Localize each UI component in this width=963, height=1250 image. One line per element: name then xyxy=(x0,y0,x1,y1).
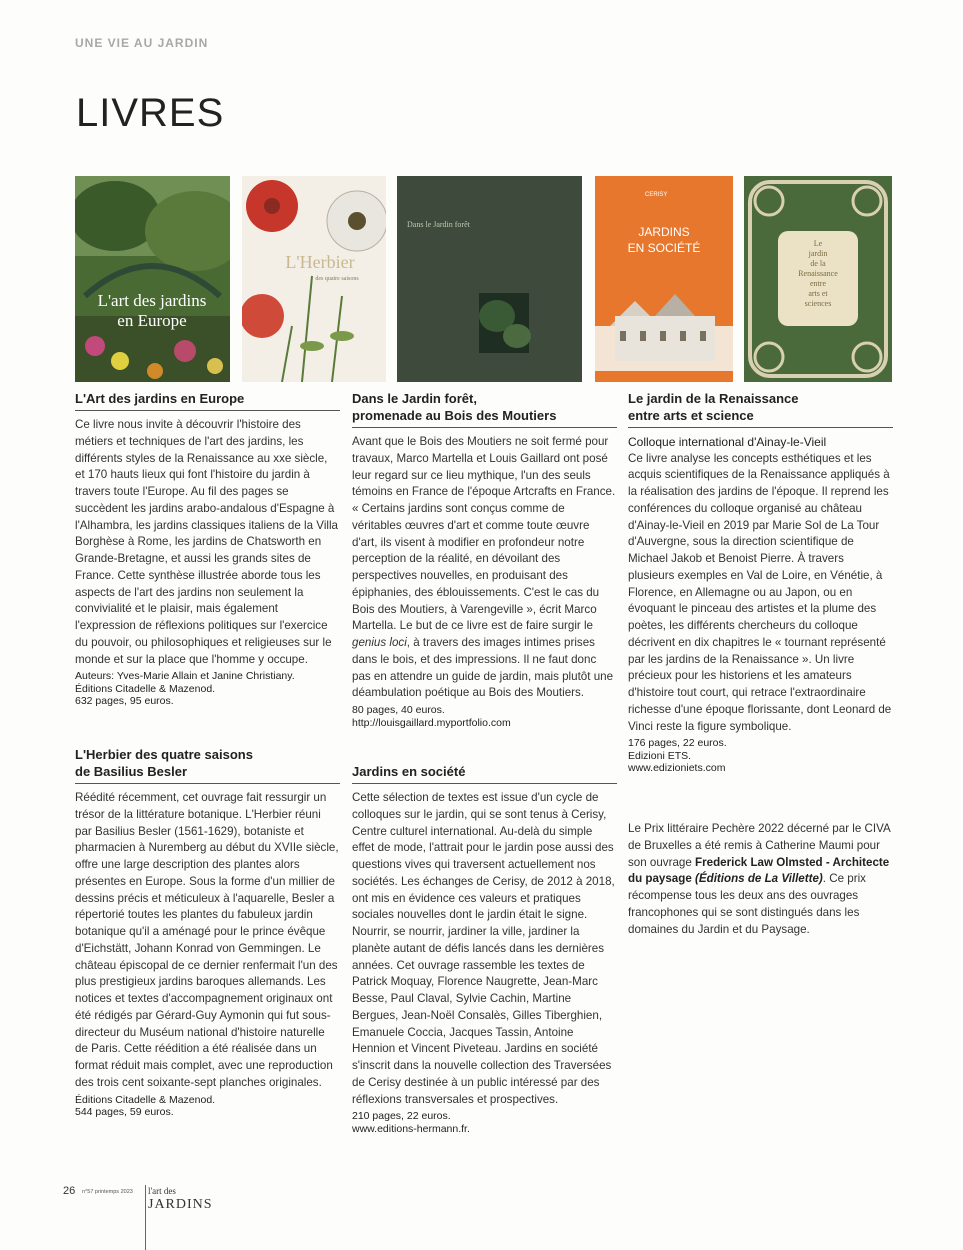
cover-jardins-en-societe xyxy=(595,176,733,382)
section-label: UNE VIE AU JARDIN xyxy=(75,36,209,50)
article-publisher: Éditions Citadelle & Mazenod. xyxy=(75,682,216,695)
article-publisher: Éditions Citadelle & Mazenod. xyxy=(75,1093,216,1106)
article-title: L'Art des jardins en Europe xyxy=(75,390,340,411)
cover-4-publisher: CERISY xyxy=(645,192,668,198)
article-price: 544 pages, 59 euros. xyxy=(75,1106,174,1118)
article-jardin-renaissance xyxy=(628,390,893,775)
article-publisher: Edizioni ETS. xyxy=(628,749,692,762)
article-price: 632 pages, 95 euros. xyxy=(75,695,174,708)
prize-announcement: Le Prix littéraire Pechère 2022 décerné par le CIVA de Bruxelles a été remis à Catherine Maumi pour son ouvrage Frederick Law Olmsted - Architecte du paysage (Éditions de La Villette). Ce prix récompense tous les deux ans des ouvrages francophones qui se sont distingués dans les domaines du Jardin et du Paysage. xyxy=(628,822,891,936)
page-title: LIVRES xyxy=(76,91,225,135)
article-body: Avant que le Bois des Moutiers ne soit fermé pour travaux, Marco Martella et Louis Gaillard ont posé leur regard sur ce lieu mythique, l'un des seuls témoins en France de l'époque Artcrafts en France. « Certains jardins sont conçus comme de véritables œuvres d'art et comme toute œuvre d'art, ils visent à modifier en profondeur notre perception de la réalité, en dévoilant des perspectives nouvelles, en produisant des épiphanies, des éblouissements. C'est le cas du Bois des Moutiers, à Varengeville », écrit Marco Martella. Le but de ce livre est de faire surgir le genius loci, à travers des images intimes prises dans le bois, et des impressions. Il ne faut donc pas en attendre un guide de jardin, mais plutôt une déambulation poétique au Bois des Moutiers. xyxy=(352,435,616,700)
page-number: 26 xyxy=(63,1185,76,1197)
article-title: Dans le Jardin forêt, promenade au Bois des Moutiers xyxy=(352,390,617,428)
cover-5-title-line6: arts et xyxy=(808,289,828,298)
cover-5-title-line4: Renaissance xyxy=(798,269,838,278)
cover-2-subtitle: des quatre saisons xyxy=(315,276,359,282)
article-price: 176 pages, 22 euros. xyxy=(628,737,727,750)
article-body: Réédité récemment, cet ouvrage fait ressurgir un trésor de la littérature botanique. L'Herbier réuni par Basilius Besler (1561-1629), botaniste et pharmacien à Nuremberg au début du XVIIe siècle, offre une large description des plantes alors présentes en Europe. Sous la forme d'un millier de dessins précis et méticuleux à l'aquarelle, Besler a répertorié toutes les plantes du fabuleux jardin botanique qu'il a aménagé pour le prince évêque d'Eichstätt, Johann Konrad von Gemmingen. Le château épiscopal de ce dernier renfermait l'un des plus prestigieux jardins baroques allemands. Les notices et textes d'accompagnement originaux ont été rédigés par Gérard-Guy Aymonin qui fut sous-directeur du Muséum national d'histoire naturelle de Paris. Cette réédition a été réalisée dans un format réduit mais complet, avec une reproduction des trois cent soixante-sept planches originales. xyxy=(75,791,339,1089)
article-body: Ce livre analyse les concepts esthétiques et les acquis scientifiques de la Renaissance appliqués à la réalisation des jardins de l'époque. Il reprend les conférences du colloque organisé au château d'Ainay-le-Vieil en 2019 par Marie Sol de La Tour d'Auvergne, sous la direction scientifique de Michael Jakob et Benoist Pierre. À travers plusieurs exemples en Val de Loire, en Vénétie, à Florence, en Allemagne ou au Japon, ou en évoquant le pinceau des artistes et la plume des poètes, les différents chercheurs du colloque décrivent en dix chapitres le « tournant représenté par les jardins de la Renaissance ». Un livre précieux pour les historiens et les amateurs d'histoire tout court, qui retrace l'extraordinaire richesse d'une époque florissante, dont Leonard de Vinci reste la figure symbolique. xyxy=(628,451,892,733)
issue-label: n°57 printemps 2023 xyxy=(82,1189,133,1195)
cover-jardin-renaissance xyxy=(744,176,892,382)
cover-4-title-line1: JARDINS xyxy=(638,225,690,239)
cover-herbier xyxy=(242,176,386,382)
cover-jardin-foret xyxy=(397,176,582,382)
cover-art-des-jardins xyxy=(75,176,230,382)
cover-2-title: L'Herbier xyxy=(285,252,355,272)
article-title: Le jardin de la Renaissance entre arts et science xyxy=(628,390,893,428)
cover-1-title-line2: en Europe xyxy=(117,311,187,330)
cover-4-title-line2: EN SOCIÉTÉ xyxy=(627,241,701,255)
article-subtitle: Colloque international d'Ainay-le-Vieil xyxy=(628,435,827,449)
article-art-des-jardins xyxy=(75,390,340,708)
cover-5-title-line2: jardin xyxy=(808,249,828,258)
cover-5-title-line7: sciences xyxy=(804,299,832,308)
article-herbier xyxy=(75,746,340,1119)
cover-1-title-line1: L'art des jardins xyxy=(97,291,207,310)
article-url[interactable]: www.edizioniets.com xyxy=(628,762,726,775)
article-jardin-foret xyxy=(352,390,617,729)
cover-3-title: Dans le Jardin forêt xyxy=(407,220,470,229)
article-url[interactable]: http://louisgaillard.myportfolio.com xyxy=(352,716,511,729)
article-title: L'Herbier des quatre saisons de Basilius Besler xyxy=(75,746,340,784)
cover-5-title-line1: Le xyxy=(813,239,823,248)
article-price: 80 pages, 40 euros. xyxy=(352,704,445,716)
article-body: Ce livre nous invite à découvrir l'histoire des métiers et techniques de l'art des jardins, les différents styles de la Renaissance au xxe siècle, et 170 hauts lieux qui font l'histoire du jardin à travers toute l'Europe. Au fil des pages se succèdent les jardins arabo-andalous d'Espagne à l'Alhambra, les jardins classiques italiens de la Villa Borghèse à Rome, les jardins de Chatsworth en Grande-Bretagne, et aussi les grands sites de France. Cette synthèse illustrée aborde tous les aspects de l'art des jardins non seulement la convivialité et le plaisir, mais également l'expression de réflexions politiques sur l'exercice du pouvoir, ou philosophiques et religieuses sur le monde et sur la place que l'homme y occupe. xyxy=(75,418,338,666)
article-price: 210 pages, 22 euros. xyxy=(352,1110,451,1123)
brand-line1: l'art des xyxy=(148,1186,176,1196)
cover-5-title-line5: entre xyxy=(810,279,826,288)
article-authors: Auteurs: Yves-Marie Allain et Janine Christiany. xyxy=(75,670,295,683)
cover-5-title-line3: de la xyxy=(810,259,826,268)
footer-divider xyxy=(145,1185,146,1250)
article-body: Cette sélection de textes est issue d'un cycle de colloques sur le jardin, qui se sont tenus à Cerisy, Centre culturel international. Au-delà du simple effet de mode, l'attrait pour le jardin pose aussi des questions vives qui traversent actuellement nos sociétés. Les échanges de Cerisy, de 2012 à 2018, ont mis en évidence ces valeurs et pratiques sociales nouvelles dont le jardin était le signe. Nourrir, se nourrir, jardiner la ville, jardiner la planète autant de défis lancés dans les dernières années. Cet ouvrage rassemble les textes de Patrick Moquay, Florence Naugrette, Jean-Marc Besse, Paul Claval, Sylvie Cachin, Martine Bergues, Jean-Noël Consalès, Gilles Tiberghien, Emanuele Coccia, Jacques Tassin, Antoine Hennion et Vincent Piveteau. Jardins en société s'inscrit dans la nouvelle collection des Traversées de Cerisy destinée à un public intéressé par des réflexions transversales et prospectives. xyxy=(352,791,615,1106)
article-url[interactable]: www.editions-hermann.fr. xyxy=(352,1122,470,1135)
article-jardins-en-societe xyxy=(352,763,617,1135)
brand-logo: JARDINS xyxy=(148,1197,213,1212)
article-title: Jardins en société xyxy=(352,763,617,784)
